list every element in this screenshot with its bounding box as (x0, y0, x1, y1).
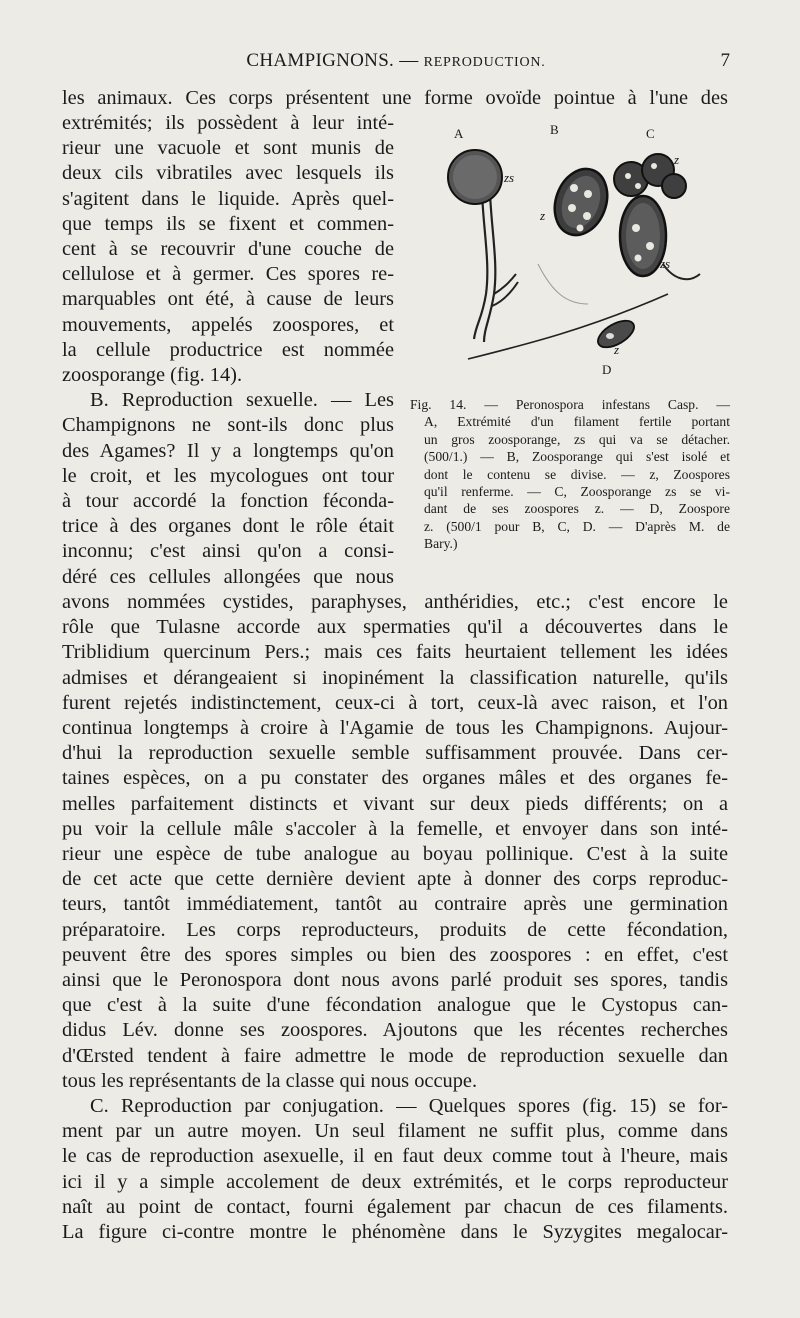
text-line: des Agames? Il y a longtemps qu'on (62, 439, 394, 462)
text-line: rieur une vacuole et sont munis de (62, 137, 394, 160)
caption-line: qu'il renferme. — C, Zoosporange zs se vi- (424, 484, 730, 500)
figure-label-d: D (602, 362, 612, 377)
text-line: la cellule productrice est nommée (62, 338, 394, 361)
text-line: rieur une espèce de tube analogue au boyau pollinique. C'est à la suite (62, 843, 728, 866)
text-line: de cet acte que cette dernière devient apte à donner des corps reproduc- (62, 868, 728, 891)
text-line: furent rejetés indistinctement, ceux-ci à tort, ceux-là avec raison, et l'on (62, 691, 728, 714)
figure-annotation-z: z (540, 208, 546, 223)
narrow-column (62, 111, 394, 590)
text-line: à tour accordé la fonction féconda- (62, 490, 394, 513)
running-header (62, 50, 730, 78)
text-line: zoosporange (fig. 14). (62, 364, 243, 387)
text-line: naît au point de contact, fourni également par chacun de ces filaments. (62, 1195, 728, 1218)
figure-label-c: C (646, 126, 655, 141)
text-line: avons nommées cystides, paraphyses, anthéridies, etc.; c'est encore le (62, 591, 728, 613)
text-line: didus Lév. donne ses zoospores. Ajoutons que les récentes recherches (62, 1019, 728, 1042)
text-line: ici il y a simple accolement de deux extrémités, et le corps reproducteur (62, 1170, 728, 1193)
text-line: que c'est à la suite d'une fécondation analogue que le Cystopus can- (62, 994, 728, 1017)
text-line: cellulose et à germer. Ces spores re- (62, 263, 394, 286)
text-line: Champignons ne sont-ils donc plus (62, 414, 394, 437)
figure-annotation-zs: zs (660, 256, 671, 271)
caption-line: dont le contenu se divise. — z, Zoospores (424, 466, 730, 482)
text-line: extrémités; ils possèdent à leur inté- (62, 112, 394, 134)
text-line: le cas de reproduction asexuelle, il en faut deux comme tout à l'heure, mais (62, 1145, 728, 1168)
text-line: déré ces cellules allongées que nous (62, 565, 394, 588)
text-line: ment par un autre moyen. Un seul filament ne suffit plus, comme dans (62, 1120, 728, 1143)
text-line: peuvent être des spores simples ou bien des zoospores : en effet, c'est (62, 943, 728, 966)
text-line: Triblidium quercinum Pers.; mais ces faits heurtaient tellement les idées (62, 641, 728, 664)
text-line: deux cils vibratiles avec lesquels ils (62, 162, 394, 185)
figure-annotation-z: z (674, 152, 680, 167)
caption-line: un gros zoosporange, zs qui va se détacher. (424, 431, 730, 447)
header-title (62, 50, 730, 72)
page-number: 7 (720, 50, 730, 71)
text-line: s'agitent dans le liquide. Après quel- (62, 187, 394, 210)
text-line: teurs, tantôt immédiatement, tantôt au contraire après une germination (62, 893, 728, 916)
text-line: ainsi que le Peronospora dont nous avons parlé produit ses spores, tandis (62, 969, 728, 992)
text-line: d'hui la reproduction sexuelle semble suffisamment prouvée. Dans cer- (62, 742, 728, 765)
text-line: La figure ci-contre montre le phénomène dans le Syzygites megalocar- (62, 1221, 728, 1244)
text-line: taines espèces, on a pu constater des organes mâles et des organes fe- (62, 767, 728, 790)
header-separator: — (399, 50, 419, 71)
text-line: pu voir la cellule mâle s'accoler à la femelle, et envoyer dans son inté- (62, 817, 728, 840)
caption-line: (500/1.) — B, Zoosporange qui s'est isolé et (424, 449, 730, 465)
caption-line: Bary.) (424, 536, 458, 552)
text-line: rôle que Tulasne accorde aux spermaties qu'il a découvertes dans le (62, 616, 728, 639)
caption-line: A, Extrémité d'un filament fertile portant (424, 414, 730, 430)
text-line: d'Œrsted tendent à faire admettre le mode de reproduction sexuelle dan (62, 1044, 728, 1067)
text-line: inconnu; c'est ainsi qu'on a consi- (62, 540, 394, 563)
text-line: tous les représentants de la classe qui nous occupe. (62, 1069, 478, 1092)
figure-annotation-z: z (614, 342, 620, 357)
section-heading-line: B. Reproduction sexuelle. — Les (90, 389, 394, 412)
figure-label-a: A (454, 126, 464, 141)
paragraph-continuation (62, 86, 728, 111)
figure-caption (410, 396, 730, 553)
text-line: les animaux. Ces corps présentent une forme ovoïde pointue à l'une des (62, 87, 728, 109)
figure-annotation-zs: zs (504, 170, 515, 185)
text-line: que temps ils se fixent et commen- (62, 212, 394, 235)
text-line (62, 313, 394, 338)
text-line: melles parfaitement distincts et vivant sur deux pieds différents; on a (62, 792, 728, 815)
caption-line: z. (500/1 pour B, C, D. — D'après M. de (424, 518, 730, 534)
text-line: cent à se recouvrir d'une couche de (62, 238, 394, 261)
header-subtitle: REPRODUCTION. (423, 55, 546, 70)
text-line: le croit, et les mycologues ont tour (62, 464, 394, 487)
text-line: trice à des organes dont le rôle était (62, 515, 394, 538)
header-title-main: CHAMPIGNONS. (246, 50, 395, 71)
text-line: préparatoire. Les corps reproducteurs, produits de cette fécondation, (62, 918, 728, 941)
section-heading-line: C. Reproduction par conjugation. — Quelques spores (fig. 15) se for- (90, 1095, 728, 1118)
line-text: mouvements, appelés zoospores, et (62, 313, 394, 336)
caption-line: dant de ses zoospores z. — D, Zoospore (424, 501, 730, 517)
text-line: continua longtemps à croire à l'Agamie de tous les Champignons. Aujour- (62, 717, 728, 740)
caption-line: Fig. 14. — Peronospora infestans Casp. — (410, 397, 730, 412)
figure-14 (438, 124, 738, 386)
text-line: marquables ont été, à cause de leurs (62, 288, 394, 311)
text-line: admises et dérangeaient si inopinément la classification naturelle, qu'ils (62, 666, 728, 689)
figure-label-b: B (550, 122, 559, 137)
full-width-text (62, 590, 728, 1245)
figure-illustration (438, 124, 738, 386)
